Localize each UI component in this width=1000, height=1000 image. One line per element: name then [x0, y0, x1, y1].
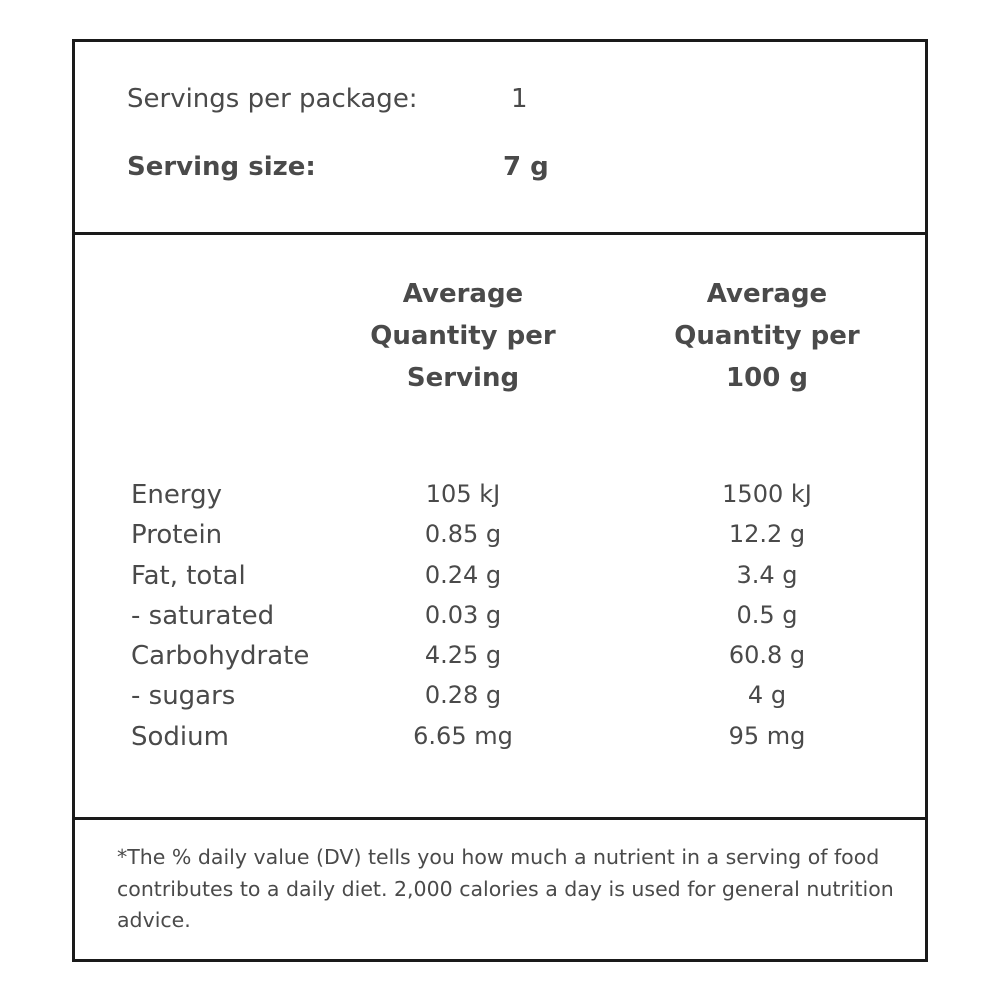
- per-serving-value: 0.03 g: [424, 600, 502, 629]
- per-100g-value: 12.2 g: [728, 520, 806, 549]
- per-100g-value: 3.4 g: [736, 560, 798, 589]
- per-100g-value: 0.5 g: [736, 600, 798, 629]
- per-100g-value: 1500 kJ: [722, 480, 812, 508]
- column-header-line: Quantity per: [674, 321, 860, 351]
- nutrient-table-section: [75, 235, 925, 820]
- table-row: [75, 520, 925, 560]
- nutrient-rows: [75, 480, 925, 762]
- daily-value-footnote: *The % daily value (DV) tells you how much a nutrient in a serving of food contributes to a daily diet. 2,000 calories a day is used for general nutrition advice.: [117, 845, 894, 932]
- per-100g-value: 95 mg: [728, 721, 806, 750]
- per-serving-value: 0.24 g: [424, 560, 502, 589]
- column-header-line: 100 g: [726, 363, 808, 393]
- serving-size-value: 7 g: [503, 152, 549, 182]
- per-100g-value: 4 g: [747, 681, 787, 710]
- nutrient-name: Fat, total: [131, 560, 246, 591]
- table-row: [75, 681, 925, 721]
- table-row: [75, 601, 925, 641]
- nutrient-name: Carbohydrate: [131, 641, 310, 672]
- per-serving-value: 0.28 g: [424, 681, 502, 710]
- table-row: [75, 561, 925, 601]
- table-row: [75, 722, 925, 762]
- serving-info-section: [75, 42, 925, 235]
- column-header-line: Average: [706, 279, 828, 309]
- per-serving-value: 105 kJ: [425, 480, 501, 508]
- column-header-per-100g: [637, 273, 897, 399]
- per-serving-value: 0.85 g: [424, 520, 502, 549]
- column-header-line: Quantity per: [370, 321, 556, 351]
- servings-per-package-label: Servings per package:: [127, 84, 418, 114]
- nutrition-panel: [72, 39, 928, 962]
- per-serving-value: 4.25 g: [424, 641, 502, 670]
- serving-size-label: Serving size:: [127, 152, 316, 182]
- nutrient-name: - sugars: [131, 681, 236, 712]
- nutrient-name: Energy: [131, 480, 223, 510]
- table-row: [75, 480, 925, 520]
- per-100g-value: 60.8 g: [728, 641, 806, 670]
- column-header-line: Serving: [406, 363, 520, 393]
- nutrient-name: Sodium: [131, 721, 229, 752]
- per-serving-value: 6.65 mg: [413, 721, 513, 750]
- column-header-line: Average: [402, 279, 524, 309]
- nutrient-name: - saturated: [131, 600, 275, 631]
- nutrient-name: Protein: [131, 520, 223, 551]
- servings-per-package-value: 1: [511, 84, 528, 114]
- column-header-per-serving: [333, 273, 593, 399]
- footnote-section: [75, 820, 925, 959]
- table-row: [75, 641, 925, 681]
